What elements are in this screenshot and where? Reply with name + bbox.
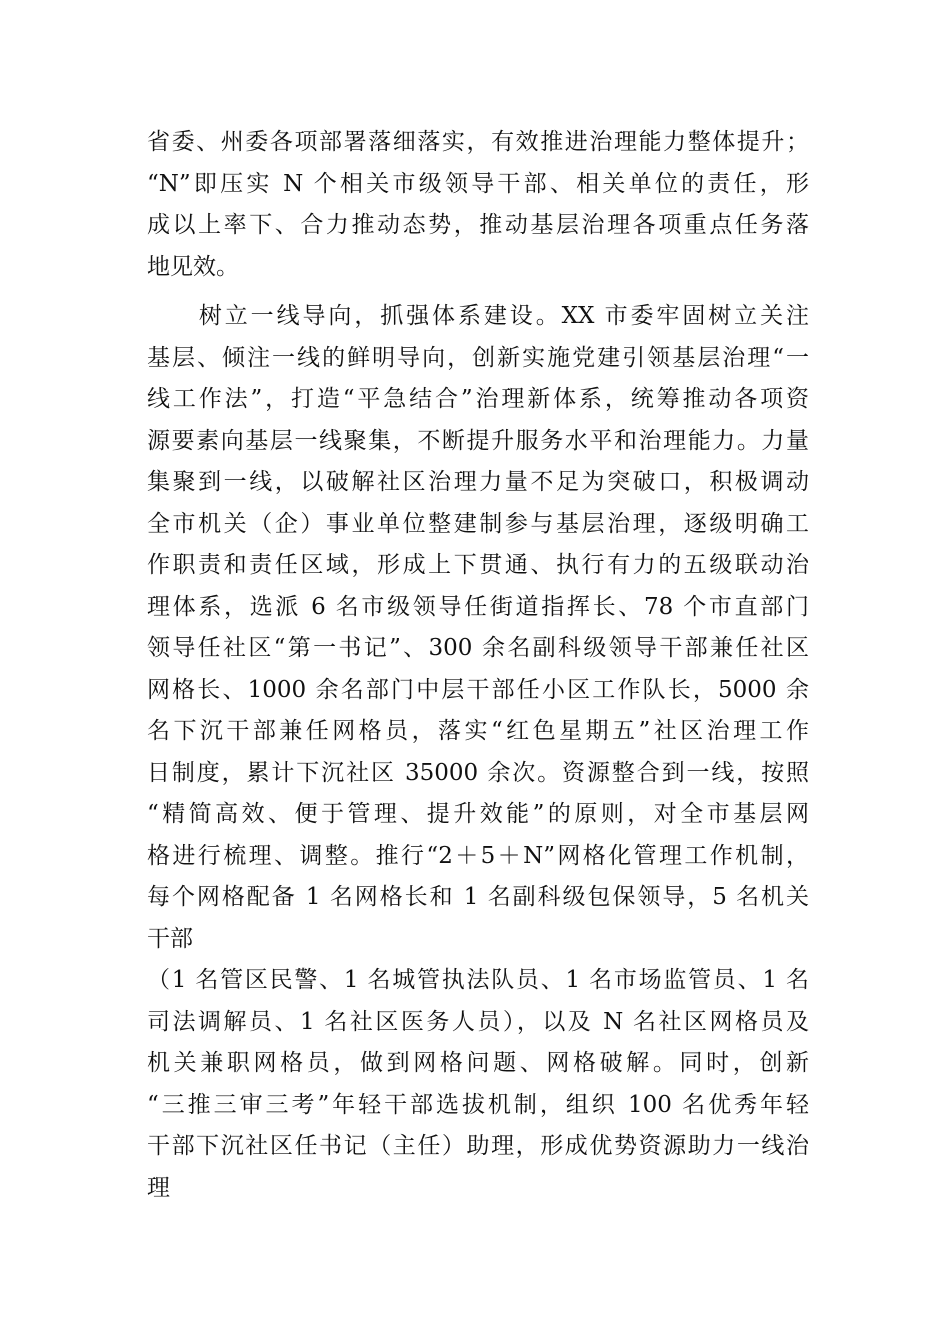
text-line: 地见效。 [147,253,239,280]
text-line: 基层、倾注一线的鲜明导向，创新实施党建引领基层治理“一 [147,344,809,371]
text-line: 树立一线导向，抓强体系建设。XX 市委牢固树立关注 [147,303,809,329]
text-line: 格进行梳理、调整。推行“2＋5＋N”网格化管理工作机制， [147,842,809,869]
text-line: 成以上率下、合力推动态势，推动基层治理各项重点任务落 [147,212,809,238]
document-body-text [147,122,809,1209]
text-line: 司法调解员、1 名社区医务人员），以及 N 名社区网格员及 [147,1008,809,1035]
text-line: “三推三审三考”年轻干部选拔机制，组织 100 名优秀年轻 [147,1091,809,1118]
text-line: “精简高效、便于管理、提升效能”的原则，对全市基层网 [147,801,809,827]
paragraph-gap [147,288,809,296]
text-line: 日制度，累计下沉社区 35000 余次。资源整合到一线，按照 [147,759,809,786]
text-line: 线工作法”，打造“平急结合”治理新体系，统筹推动各项资 [147,386,809,412]
text-line: 领导任社区“第一书记”、300 余名副科级领导干部兼任社区 [147,635,809,661]
text-line: 干部下沉社区任书记（主任）助理，形成优势资源助力一线治 [147,1133,809,1159]
text-line: 网格长、1000 余名部门中层干部任小区工作队长，5000 余 [147,676,809,703]
text-line: 理体系，选派 6 名市级领导任街道指挥长、78 个市直部门 [147,593,809,620]
text-line: 省委、州委各项部署落细落实，有效推进治理能力整体提升； [147,129,809,155]
text-line: 全市机关（企）事业单位整建制参与基层治理，逐级明确工 [147,510,809,537]
text-line: 机关兼职网格员，做到网格问题、网格破解。同时，创新 [147,1050,809,1076]
text-line: 集聚到一线，以破解社区治理力量不足为突破口，积极调动 [147,469,809,495]
text-line: “N”即压实 N 个相关市级领导干部、相关单位的责任，形 [147,170,809,197]
text-line: 名下沉干部兼任网格员，落实“红色星期五”社区治理工作 [147,718,809,744]
text-line: 作职责和责任区域，形成上下贯通、执行有力的五级联动治 [147,552,809,578]
text-line: 干部 [147,925,193,952]
text-line: 源要素向基层一线聚集，不断提升服务水平和治理能力。力量 [147,427,809,454]
text-line: （1 名管区民警、1 名城管执法队员、1 名市场监管员、1 名 [147,967,809,993]
text-line: 理 [147,1174,170,1201]
text-line: 每个网格配备 1 名网格长和 1 名副科级包保领导，5 名机关 [147,884,809,910]
